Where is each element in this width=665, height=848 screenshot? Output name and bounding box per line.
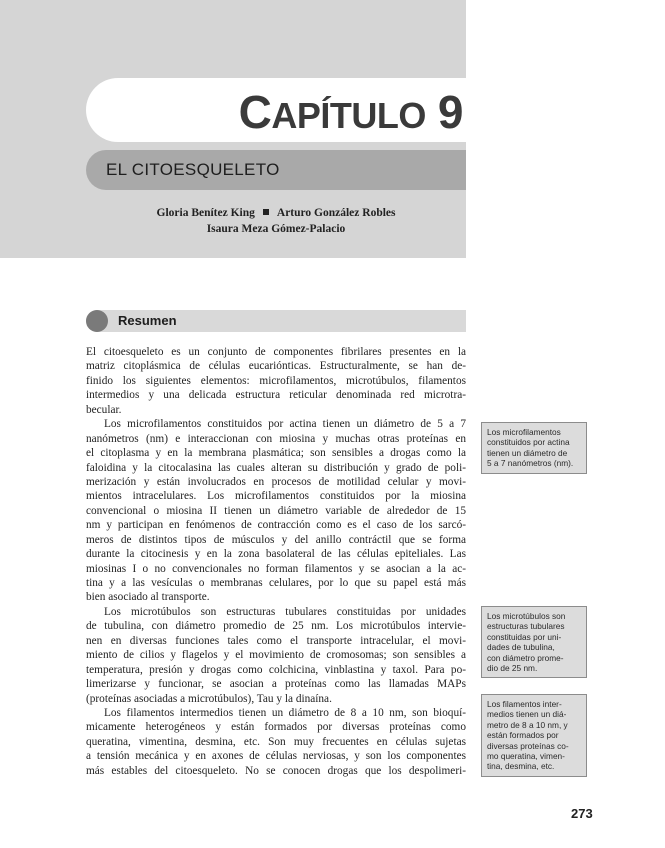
margin-note-intermediate-filaments: Los filamentos inter- medios tienen un diá- metro de 8 a 10 nm, y están formados por diversas proteínas co- mo queratina, vimen- tina, desmina, etc.: [481, 694, 587, 777]
body-line: durante la citocinesis y en la zona basolateral de las células epiteliales. Las: [86, 548, 466, 561]
body-line: Los filamentos intermedios tienen un diámetro de 8 a 10 nm, son bioquí-: [104, 706, 466, 719]
authors-line-2: Isaura Meza Gómez-Palacio: [206, 223, 346, 235]
body-line: queratina, vimentina, desmina, etc. Son muy frecuentes en células sujetas: [86, 735, 466, 748]
body-line: limerizarse y funcionar, se asocian a proteínas como las llamadas MAPs: [86, 678, 466, 691]
body-line: más estables del citoesqueleto. No se conocen drogas que los despolimeri-: [86, 764, 466, 777]
body-line: mientos intracelulares. Los microfilamentos constituidos por la miosina: [86, 490, 466, 503]
body-line: el citoplasma y en la membrana plasmática; son sensibles a drogas como la: [86, 447, 466, 460]
body-line: (proteínas asociadas a microtúbulos), Tau y la dinaína.: [86, 692, 332, 705]
body-line: nm y participan en fenómenos de contracción como es el caso de los sarcó-: [86, 519, 466, 532]
chapter-subtitle: EL CITOESQUELETO: [106, 160, 280, 179]
body-line: merización y están involucrados en procesos de motilidad celular y movi-: [86, 475, 466, 488]
author-name: Arturo González Robles: [276, 207, 396, 219]
body-line: meros de distintos tipos de músculos y del anillo contráctil que se forma: [86, 533, 466, 546]
body-line: micamente heterogéneos y están formados por diversas proteínas como: [86, 721, 466, 734]
body-text: [86, 345, 466, 778]
body-line: nanómetros (nm) e interaccionan con miosina y muchas otras proteínas en: [86, 432, 466, 445]
body-line: matriz citoplásmica de células eucariónticas. Estructuralmente, se han de-: [86, 360, 466, 373]
body-line: becular.: [86, 403, 122, 416]
page-number: 273: [571, 806, 593, 821]
chapter-title: CAPÍTULO 9: [238, 86, 463, 138]
authors-line-1: [86, 207, 466, 219]
body-line: miento de cilios y flagelos y el movimiento de cromosomas; son sensibles a: [86, 649, 466, 662]
body-line: bien asociado al transporte.: [86, 591, 210, 604]
section-heading: Resumen: [118, 313, 177, 328]
body-line: de tubulina, con diámetro promedio de 25 nm. Los microtúbulos intervie-: [86, 620, 466, 633]
body-line: nen en diversas funciones tales como el transporte intracelular, el movi-: [86, 634, 466, 647]
chapter-number: 9: [437, 86, 463, 138]
circle-bullet-icon: [86, 310, 108, 332]
body-line: finido los siguientes elementos: microfilamentos, microtúbulos, filamentos: [86, 374, 466, 387]
body-line: Los microfilamentos constituidos por actina tienen un diámetro de 5 a 7: [104, 418, 466, 431]
body-line: convencional o miosina II tienen un diámetro variable de alrededor de 15: [86, 504, 466, 517]
margin-note-microtubules: Los microtúbulos son estructuras tubulares constituidas por uni- dades de tubulina, con diámetro prome- dio de 25 nm.: [481, 606, 587, 678]
margin-note-microfilaments: Los microfilamentos constituidos por actina tienen un diámetro de 5 a 7 nanómetros (nm).: [481, 422, 587, 474]
body-line: a tensión mecánica y en axones de células nerviosas, y son los componentes: [86, 750, 466, 763]
body-line: faloidina y la citocalasina las cuales alteran su distribución y grado de poli-: [86, 461, 466, 474]
body-line: Los microtúbulos son estructuras tubulares constituidas por unidades: [104, 605, 466, 618]
body-line: miosinas I o no convencionales no forman filamentos y se asocian a la ac-: [86, 562, 466, 575]
author-name: Gloria Benítez King: [156, 207, 255, 219]
square-bullet-icon: [263, 209, 269, 215]
body-line: tina y a las vesículas o membranas celulares, por lo que su papel está más: [86, 577, 466, 589]
body-line: El citoesqueleto es un conjunto de componentes fibrilares presentes en la: [86, 346, 466, 358]
body-line: intermedios y una delicada estructura reticular denominada red microtra-: [86, 389, 466, 402]
body-line: temperatura, presión y drogas como colchicina, vinblastina y taxol. Para po-: [86, 663, 466, 676]
